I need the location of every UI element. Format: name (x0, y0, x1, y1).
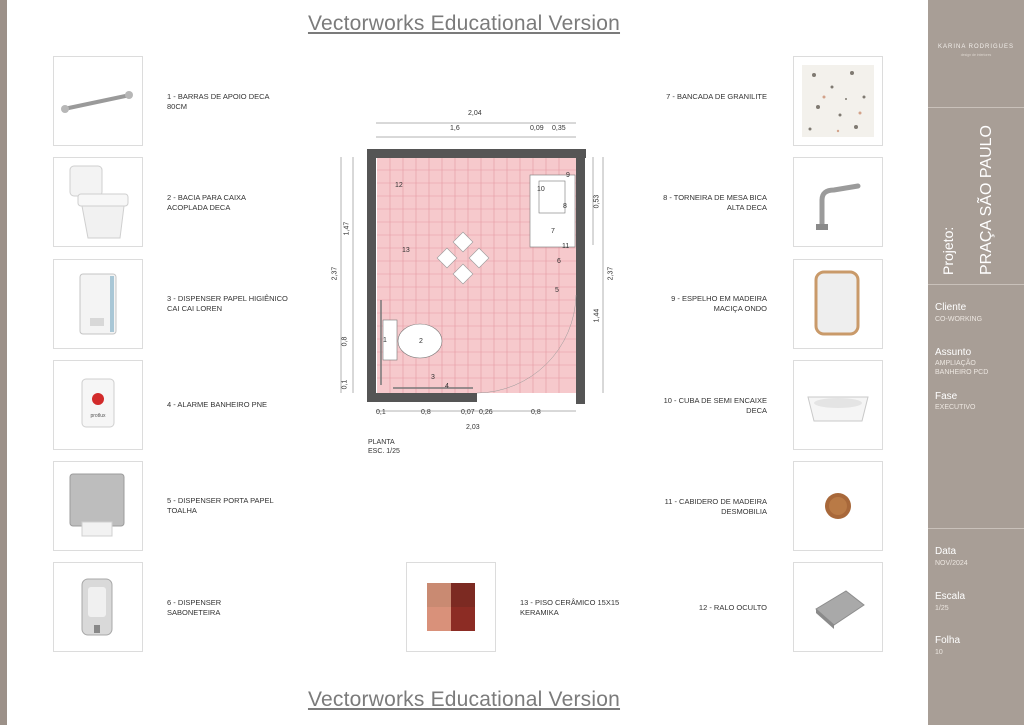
phase-label: Fase (935, 391, 958, 402)
dim-left-2: 0,8 (341, 336, 349, 347)
dim-top-2: 0,09 (530, 125, 544, 132)
card-wood-hook (793, 461, 883, 551)
dim-left-total: 2,37 (331, 266, 339, 281)
marker-2: 2 (419, 338, 423, 345)
label-item-8: 8 - TORNEIRA DE MESA BICA ALTA DECA (663, 193, 767, 212)
dim-top-total: 2,04 (468, 110, 482, 117)
dim-bottom-total: 2,03 (466, 424, 480, 431)
card-drain (793, 562, 883, 652)
marker-5: 5 (555, 287, 559, 294)
floor-plan-drawing (325, 105, 625, 425)
label-item-7: 7 - BANCADA DE GRANILITE (666, 92, 767, 101)
project-name: PRAÇA SÃO PAULO (978, 125, 995, 275)
marker-13: 13 (402, 247, 410, 254)
wood-hook-icon (794, 462, 882, 550)
alarm-brand: protlux (90, 413, 106, 419)
faucet-icon (794, 158, 882, 246)
project-block (940, 219, 958, 275)
card-granite (793, 56, 883, 146)
subject-value-1: AMPLIAÇÃO (935, 360, 976, 367)
marker-7: 7 (551, 228, 555, 235)
label-item-13: 13 - PISO CERÂMICO 15X15 KERAMIKA (520, 598, 620, 617)
towel-dispenser-icon (54, 462, 142, 550)
alarm-button-icon (54, 361, 142, 449)
label-item-4: 4 - ALARME BANHEIRO PNE (167, 400, 268, 409)
dim-right-2: 1,44 (593, 308, 601, 323)
marker-8: 8 (563, 203, 567, 210)
dim-bottom-3: 0,07 (461, 409, 475, 416)
dim-right-total: 2,37 (607, 266, 615, 281)
client-value: CO-WORKING (935, 316, 983, 323)
hidden-drain-icon (794, 563, 882, 651)
dim-top-1: 1,6 (450, 125, 460, 132)
left-border (0, 0, 7, 725)
card-towel-dispenser (53, 461, 143, 551)
watermark-bottom: Vectorworks Educational Version (307, 688, 621, 711)
label-item-11: 11 - CABIDERO DE MADEIRA DESMOBILIA (664, 497, 767, 516)
dim-bottom-5: 0,8 (531, 409, 541, 416)
marker-11: 11 (562, 243, 570, 250)
granite-sample-icon (794, 57, 882, 145)
soap-dispenser-icon (54, 563, 142, 651)
label-item-6: 6 - DISPENSER SABONETEIRA (167, 598, 222, 617)
scale-label: Escala (935, 591, 966, 602)
marker-1: 1 (383, 337, 387, 344)
marker-4: 4 (445, 383, 449, 390)
label-item-9: 9 - ESPELHO EM MADEIRA MACIÇA ONDO (671, 294, 767, 313)
label-item-10: 10 - CUBA DE SEMI ENCAIXE DECA (663, 396, 767, 415)
plan-scale: ESC. 1/25 (368, 448, 400, 455)
project-label: Projeto: (940, 226, 956, 275)
divider (928, 528, 1024, 529)
label-item-3: 3 - DISPENSER PAPEL HIGIÊNICO CAI CAI LOREN (167, 294, 288, 313)
card-ceramic-tile (406, 562, 496, 652)
card-toilet (53, 157, 143, 247)
marker-9: 9 (566, 172, 570, 179)
card-grab-bar (53, 56, 143, 146)
card-alarm (53, 360, 143, 450)
brand-subtitle: design de interiores (960, 53, 992, 57)
watermark-top: Vectorworks Educational Version (307, 12, 621, 35)
sheet-value: 10 (935, 649, 943, 656)
mirror-icon (794, 260, 882, 348)
dim-left-3: 0,1 (341, 379, 349, 390)
divider (928, 107, 1024, 108)
scale-value: 1/25 (935, 605, 949, 612)
dim-bottom-2: 0,8 (421, 409, 431, 416)
phase-value: EXECUTIVO (935, 404, 976, 411)
marker-12: 12 (395, 182, 403, 189)
toilet-paper-dispenser-icon (54, 260, 142, 348)
card-faucet (793, 157, 883, 247)
label-item-1: 1 - BARRAS DE APOIO DECA 80CM (167, 92, 270, 111)
dim-bottom-1: 0,1 (376, 409, 386, 416)
date-label: Data (935, 546, 957, 557)
subject-value-2: BANHEIRO PCD (935, 369, 989, 376)
marker-3: 3 (431, 374, 435, 381)
divider (928, 284, 1024, 285)
card-sink (793, 360, 883, 450)
marker-6: 6 (557, 258, 561, 265)
plan-title: PLANTA (368, 439, 395, 446)
dim-bottom-4: 0,26 (479, 409, 493, 416)
sink-icon (794, 361, 882, 449)
ceramic-tile-icon (407, 563, 495, 651)
dim-left-1: 1,47 (343, 221, 351, 236)
sheet-label: Folha (935, 635, 961, 646)
dim-right-1: 0,53 (593, 194, 601, 209)
marker-10: 10 (537, 186, 545, 193)
label-item-2: 2 - BACIA PARA CAIXA ACOPLADA DECA (167, 193, 246, 212)
toilet-icon (54, 158, 142, 246)
dim-top-3: 0,35 (552, 125, 566, 132)
subject-label: Assunto (935, 347, 972, 358)
label-item-5: 5 - DISPENSER PORTA PAPEL TOALHA (167, 496, 274, 515)
label-item-12: 12 - RALO OCULTO (698, 603, 767, 612)
date-value: NOV/2024 (935, 560, 968, 567)
card-soap-dispenser (53, 562, 143, 652)
card-paper-dispenser (53, 259, 143, 349)
brand-name: KARINA RODRIGUES (937, 44, 1014, 50)
card-mirror (793, 259, 883, 349)
grab-bar-icon (54, 57, 142, 145)
client-label: Cliente (935, 302, 967, 313)
